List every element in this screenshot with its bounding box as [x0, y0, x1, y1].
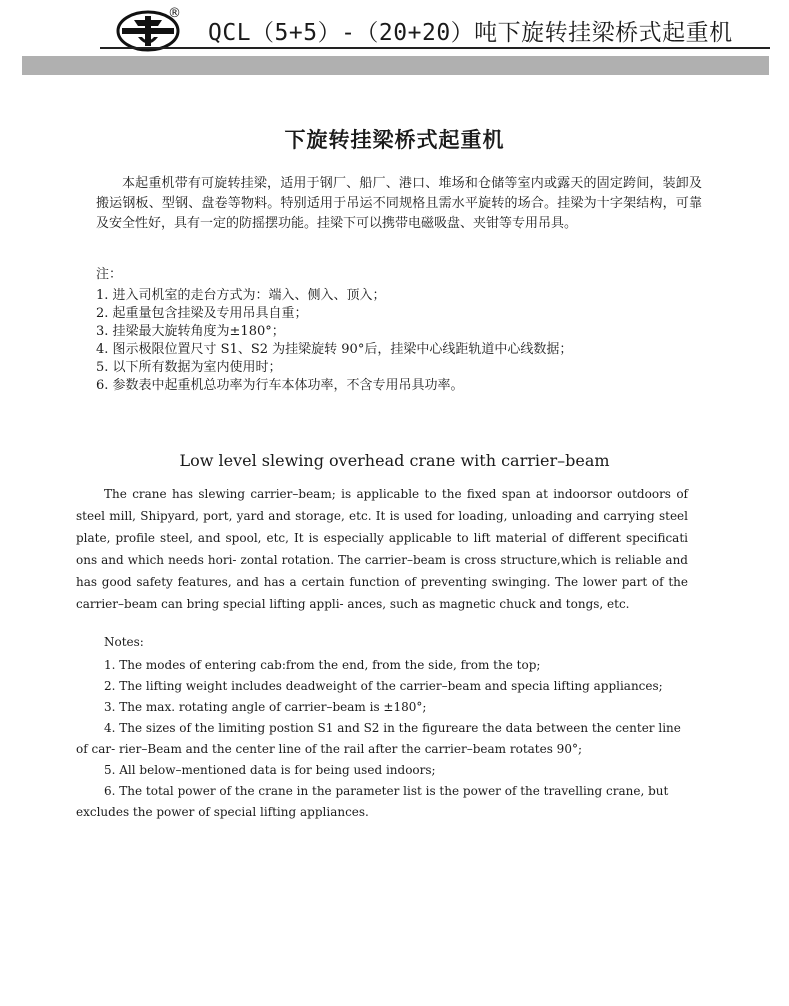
en-note-item: 6. The total power of the crane in the parameter list is the power of the travelling crane, but excludes the power of special lifting appliances. [76, 784, 669, 819]
cn-note-item: 1. 进入司机室的走台方式为：端入、侧入、顶入； [96, 288, 386, 303]
cn-intro-paragraph: 本起重机带有可旋转挂梁，适用于钢厂、船厂、港口、堆场和仓储等室内或露天的固定跨间，装卸及搬运钢板、型钢、盘卷等物料。特别适用于吊运不同规格且需水平旋转的场合。挂梁为十字架结构，可靠及安全性好，具有一定的防摇摆功能。挂梁下可以携带电磁吸盘、夹钳等专用吊具。 [96, 176, 702, 231]
en-note-item: 1. The modes of entering cab:from the end, from the side, from the top; [104, 658, 541, 672]
cn-note-item: 4. 图示极限位置尺寸 S1、S2 为挂梁旋转 90°后，挂梁中心线距轨道中心线数据； [96, 342, 573, 357]
page-header [0, 0, 789, 80]
cn-intro-block [96, 174, 702, 234]
en-note-item: 3. The max. rotating angle of carrier–beam is ±180°; [104, 700, 427, 714]
registered-mark: ® [168, 6, 181, 21]
en-notes-heading: Notes: [104, 635, 144, 649]
en-intro-paragraph: The crane has slewing carrier–beam; is applicable to the fixed span at indoorsor outdoors of steel mill, Shipyard, port, yard and storage, etc. It is used for loading, unloading and carrying steel plate, profile steel, and spool, etc, It is especially applicable to lift material of different specificati ons and which needs hori- zontal rotation. The carrier–beam is cross structure,which is reliable and has good safety features, and has a certain function of preventing swinging. The lower part of the carrier–beam can bring special lifting appli- ances, such as magnetic chuck and tongs, etc. [76, 487, 688, 611]
cn-note-item: 5. 以下所有数据为室内使用时； [96, 360, 282, 375]
cn-note-item: 3. 挂梁最大旋转角度为±180°； [96, 324, 285, 339]
en-note-item: 5. All below–mentioned data is for being used indoors; [104, 763, 436, 777]
en-note-item: 4. The sizes of the limiting postion S1 and S2 in the figureare the data between the center line of car- rier–Beam and the center line of the rail after the carrier–beam rotates 90°; [76, 721, 681, 756]
en-note-item: 2. The lifting weight includes deadweight of the carrier–beam and specia lifting appliances; [104, 679, 663, 693]
cn-notes-list [96, 263, 716, 396]
cn-section-title: 下旋转挂梁桥式起重机 [284, 127, 505, 152]
header-bar [22, 56, 769, 75]
cn-note-item: 6. 参数表中起重机总功率为行车本体功率，不含专用吊具功率。 [96, 378, 464, 393]
cn-notes-heading: 注： [96, 267, 123, 282]
en-intro-block [76, 483, 688, 615]
en-section-title: Low level slewing overhead crane with carrier–beam [179, 451, 610, 470]
header-rule [100, 47, 770, 49]
en-notes-list [76, 632, 688, 823]
cn-note-item: 2. 起重量包含挂梁及专用吊具自重； [96, 306, 308, 321]
header-title: QCL（5+5）-（20+20）吨下旋转挂梁桥式起重机 [208, 20, 733, 46]
